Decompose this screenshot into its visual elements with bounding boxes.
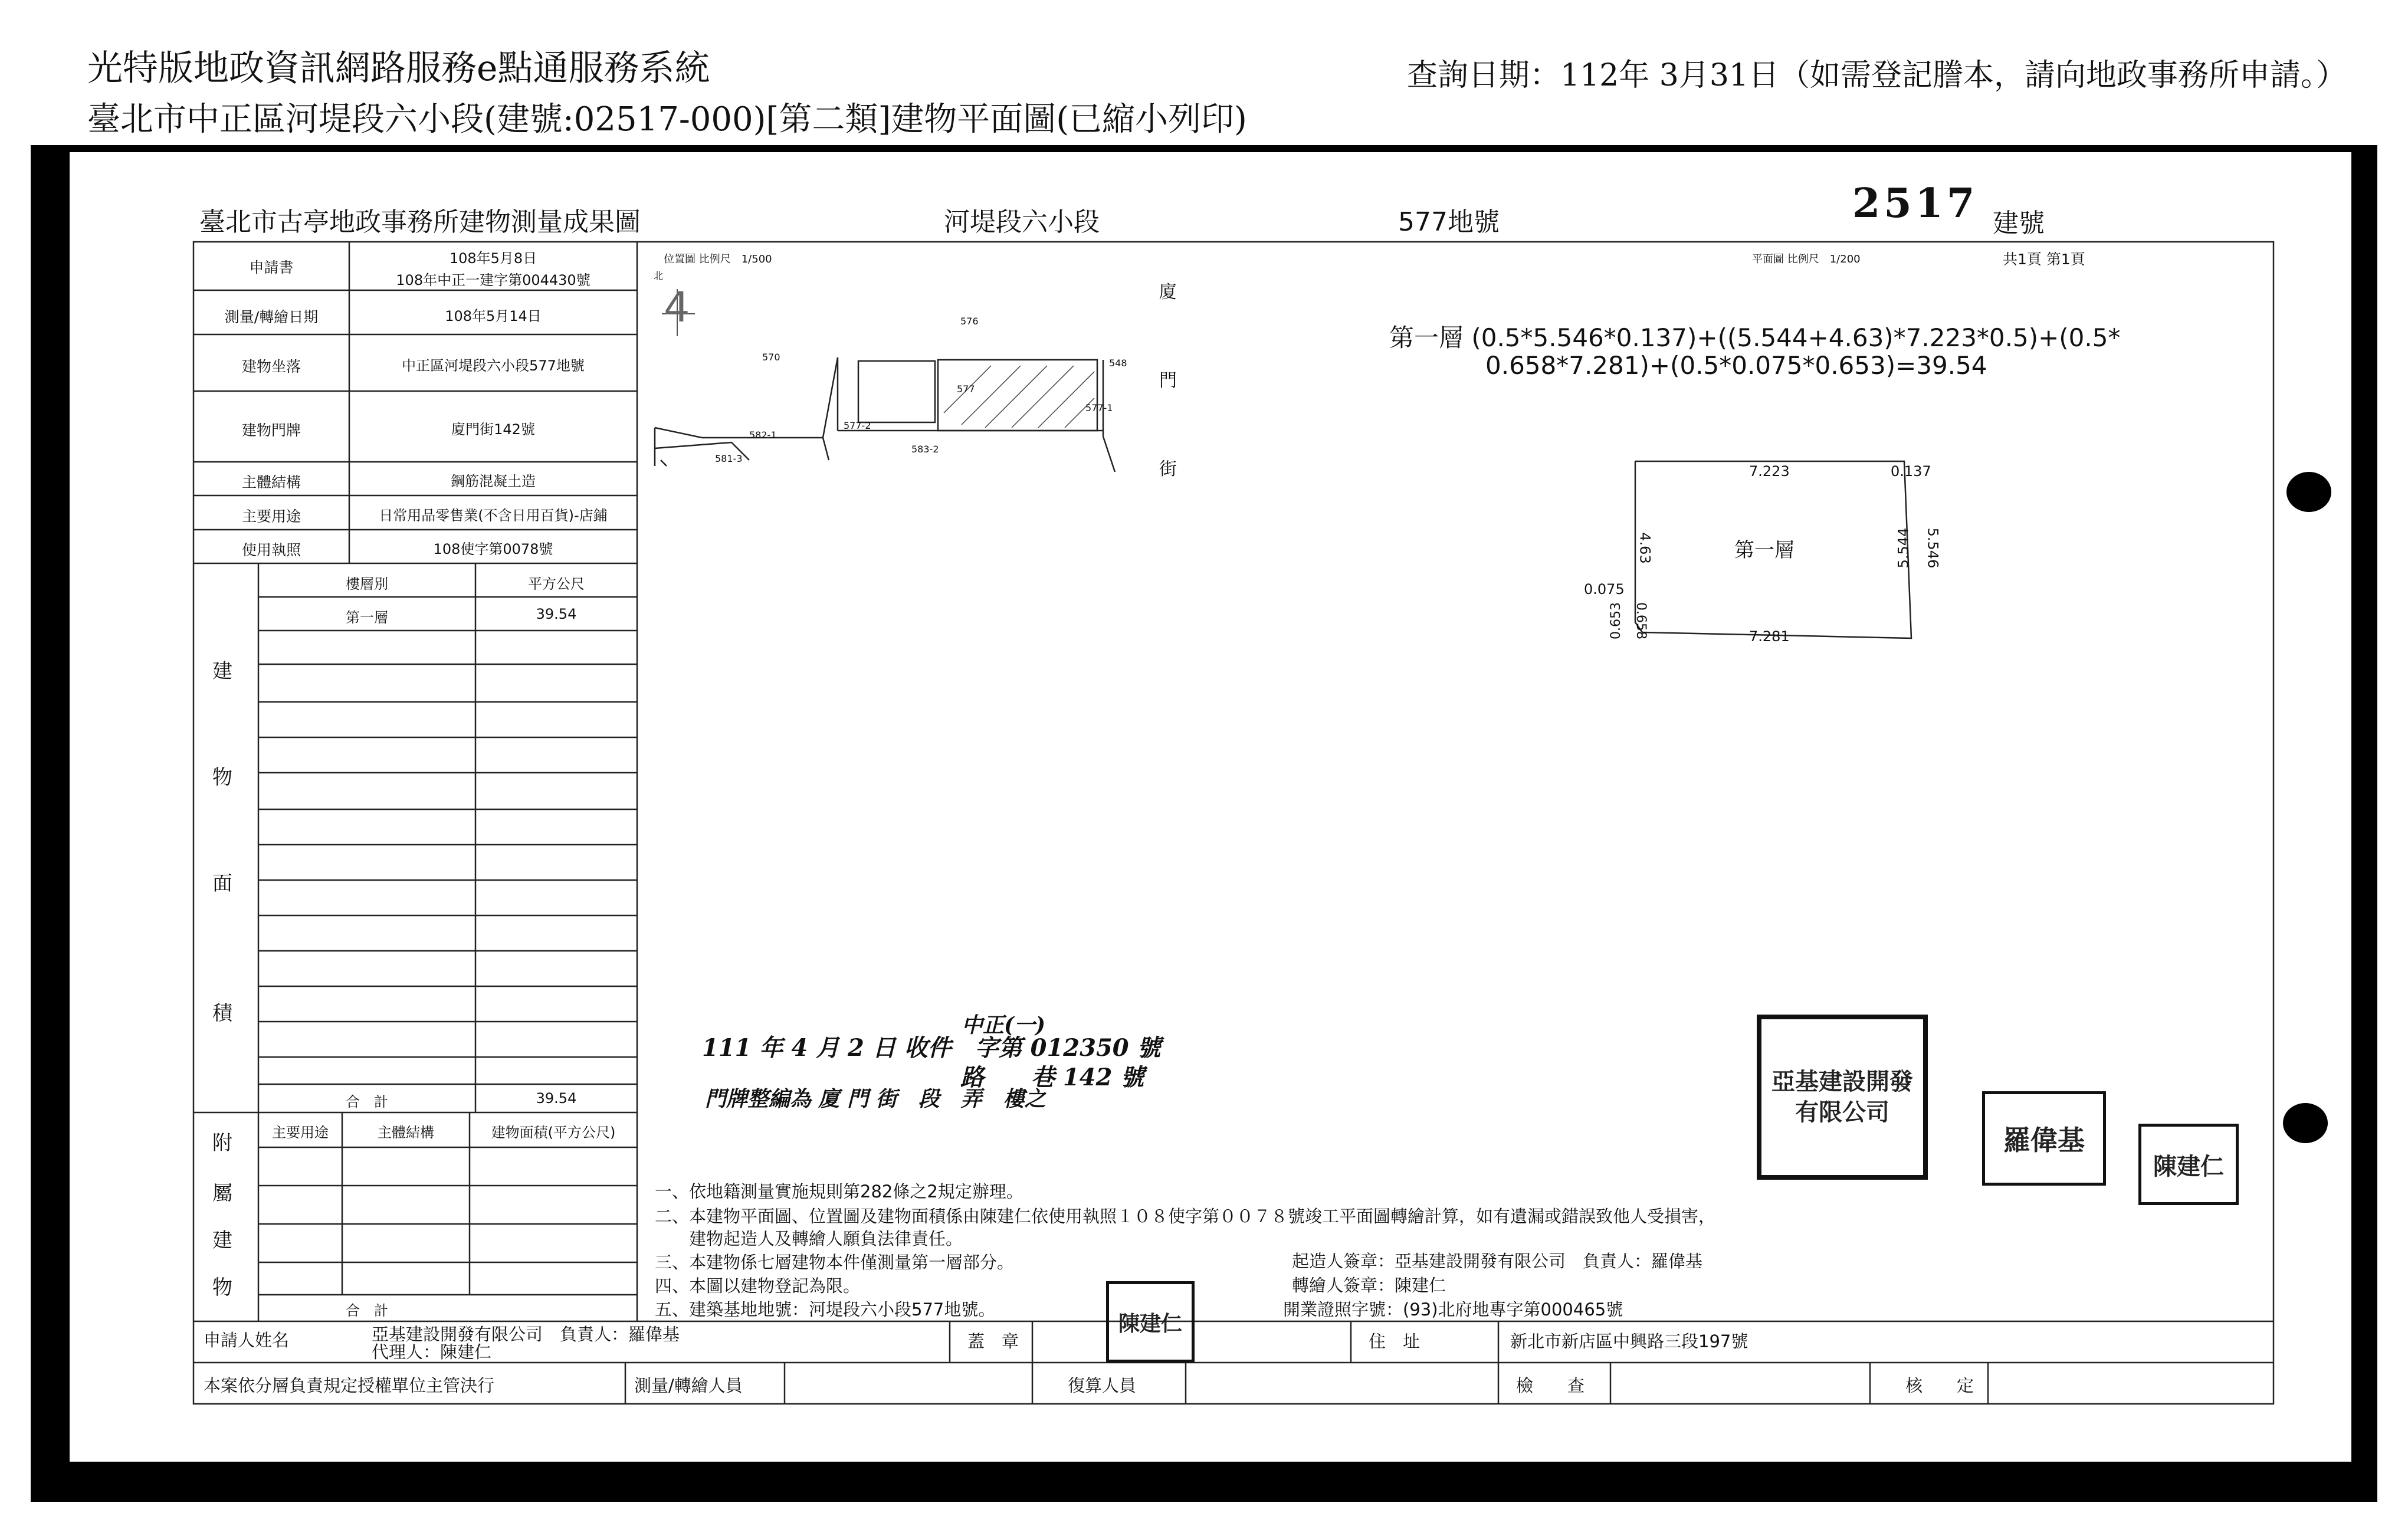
company-seal: 亞基建設開發有限公司 <box>1757 1015 1928 1180</box>
dim-bottom-left-a: 0.075 <box>1584 581 1625 598</box>
signer-drafter: 轉繪人簽章：陳建仁 <box>1292 1275 1446 1295</box>
surveyor-label: 測量/轉繪人員 <box>634 1376 743 1396</box>
row-value-location: 中正區河堤段六小段577地號 <box>402 357 585 374</box>
document-subtitle: 臺北市中正區河堤段六小段(建號:02517-000)[第二類]建物平面圖(已縮小列印) <box>87 100 1247 139</box>
parcel-570: 570 <box>762 352 780 363</box>
area-floor-value: 39.54 <box>536 606 577 622</box>
address-value: 新北市新店區中興路三段197號 <box>1510 1331 1748 1351</box>
parcel-577: 577 <box>957 383 975 395</box>
attached-col-area: 建物面積(平方公尺) <box>491 1124 616 1141</box>
note-2-continued: 建物起造人及轉繪人願負法律責任。 <box>655 1229 963 1249</box>
row-label-structure: 主體結構 <box>241 474 301 491</box>
handwritten-line1: 中正(一) <box>962 1013 1046 1038</box>
building-number-label: 建號 <box>1993 208 2045 238</box>
area-floor-name: 第一層 <box>346 609 388 626</box>
row-value-survey-date: 108年5月14日 <box>445 308 542 324</box>
applicant-value: 亞基建設開發有限公司 負責人：羅偉基 <box>372 1324 680 1344</box>
row-label-use: 主要用途 <box>241 508 301 525</box>
handwritten-line2: 111 年 4 月 2 日 收件 字第 012350 號 <box>702 1034 1161 1062</box>
area-side-char-1: 建 <box>212 659 232 683</box>
street-char-3: 街 <box>1159 459 1177 480</box>
dim-top: 7.223 <box>1749 463 1790 480</box>
page-info: 共1頁 第1頁 <box>2003 251 2085 268</box>
note-2: 二、本建物平面圖、位置圖及建物面積係由陳建仁依使用執照１０８使字第００７８號竣工平面圖轉繪計算，如有遺漏或錯誤致他人受損害， <box>655 1206 1716 1226</box>
attached-col-use: 主要用途 <box>272 1124 329 1141</box>
applicant-label: 申請人姓名 <box>204 1330 290 1350</box>
area-total-label: 合 計 <box>346 1094 388 1110</box>
approve-label: 核 定 <box>1905 1376 1974 1396</box>
parcel-576: 576 <box>960 316 979 327</box>
street-char-1: 廈 <box>1159 282 1177 303</box>
area-total-value: 39.54 <box>536 1090 577 1107</box>
handwritten-line4: 門牌整編為 廈 門 街 段 弄 樓之 <box>705 1087 1046 1111</box>
north-arrow-label: 4 <box>664 283 690 332</box>
lot-number: 577地號 <box>1398 207 1500 237</box>
parcel-577-1: 577-1 <box>1085 402 1113 413</box>
note-4: 四、本圖以建物登記為限。 <box>655 1276 861 1296</box>
row-label-survey-date: 測量/轉繪日期 <box>224 308 319 326</box>
parcel-582-1: 582-1 <box>749 429 777 441</box>
person-seal-chen: 陳建仁 <box>2138 1124 2239 1205</box>
area-side-char-4: 積 <box>212 1002 232 1025</box>
binder-hole-top <box>2286 472 2331 512</box>
agent-value: 代理人：陳建仁 <box>372 1342 492 1362</box>
authority-text: 本案依分層負責規定授權單位主管決行 <box>204 1376 495 1396</box>
location-map-title: 位置圖 比例尺 1/500 <box>664 253 772 265</box>
signer-license: 開業證照字號：(93)北府地專字第000465號 <box>1283 1299 1623 1320</box>
parcel-581-3: 581-3 <box>715 453 743 464</box>
area-formula-line1: 第一層 (0.5*5.546*0.137)+((5.544+4.63)*7.223*0.5)+(0.5* <box>1389 323 2121 352</box>
parcel-583-2: 583-2 <box>911 444 939 455</box>
note-5: 五、建築基地地號：河堤段六小段577地號。 <box>655 1299 996 1320</box>
parcel-548: 548 <box>1109 357 1127 369</box>
system-title: 光特版地政資訊網路服務e點通服務系統 <box>87 48 710 89</box>
floor-plan-label: 第一層 <box>1734 539 1794 562</box>
dim-bottom-left-c: 0.658 <box>1633 602 1648 639</box>
dim-left: 4.63 <box>1636 532 1654 564</box>
north-small: 北 <box>654 270 664 281</box>
floor-plan-title: 平面圖 比例尺 1/200 <box>1752 253 1861 265</box>
attached-side-char-1: 附 <box>212 1131 232 1155</box>
check-label: 檢 查 <box>1516 1376 1585 1396</box>
address-label: 住 址 <box>1369 1331 1420 1351</box>
attached-side-char-2: 屬 <box>212 1181 232 1205</box>
office-title: 臺北市古亭地政事務所建物測量成果圖 <box>199 207 641 237</box>
area-side-char-3: 面 <box>212 872 232 895</box>
area-col-floor: 樓層別 <box>346 576 388 592</box>
signer-builder: 起造人簽章：亞基建設開發有限公司 負責人：羅偉基 <box>1292 1251 1703 1271</box>
binder-hole-bottom <box>2283 1103 2328 1143</box>
dim-right-a: 5.544 <box>1895 527 1912 569</box>
dim-top-right: 0.137 <box>1891 463 1931 480</box>
row-label-application: 申請書 <box>249 259 294 276</box>
parcel-577-2: 577-2 <box>844 420 871 431</box>
row-label-license: 使用執照 <box>241 541 301 559</box>
row-value-application-date: 108年5月8日 <box>449 250 537 267</box>
stamp-label: 蓋 章 <box>967 1331 1019 1351</box>
reviewer-label: 復算人員 <box>1068 1376 1137 1396</box>
person-seal-luo: 羅偉基 <box>1982 1091 2106 1186</box>
row-label-address: 建物門牌 <box>241 422 301 439</box>
area-col-sqm: 平方公尺 <box>528 576 585 592</box>
area-formula-line2: 0.658*7.281)+(0.5*0.075*0.653)=39.54 <box>1485 351 1987 380</box>
area-side-char-2: 物 <box>212 766 232 789</box>
row-value-structure: 鋼筋混凝土造 <box>451 473 536 490</box>
note-1: 一、依地籍測量實施規則第282條之2規定辦理。 <box>655 1181 1023 1202</box>
building-number: 2517 <box>1852 180 1979 227</box>
row-value-address: 廈門街142號 <box>451 421 535 438</box>
dim-bottom: 7.281 <box>1749 628 1790 645</box>
handwritten-line3: 路 巷 142 號 <box>960 1064 1144 1091</box>
person-seal-chen-small: 陳建仁 <box>1106 1281 1195 1363</box>
query-date: 查詢日期：112年 3月31日（如需登記謄本，請向地政事務所申請。） <box>1407 58 2347 93</box>
dim-right-b: 5.546 <box>1924 527 1941 569</box>
attached-side-char-4: 物 <box>212 1276 232 1299</box>
row-label-location: 建物坐落 <box>241 358 301 375</box>
row-value-use: 日常用品零售業(不含日用百貨)-店鋪 <box>379 507 608 524</box>
row-value-application-no: 108年中正一建字第004430號 <box>396 272 590 288</box>
attached-side-char-3: 建 <box>212 1229 232 1252</box>
dim-bottom-left-b: 0.653 <box>1608 602 1623 639</box>
attached-col-structure: 主體結構 <box>378 1124 434 1141</box>
street-char-2: 門 <box>1159 370 1177 391</box>
section-name: 河堤段六小段 <box>944 207 1100 237</box>
note-3: 三、本建物係七層建物本件僅測量第一層部分。 <box>655 1252 1015 1272</box>
attached-total-label: 合 計 <box>346 1302 388 1319</box>
row-value-license: 108使字第0078號 <box>433 541 553 557</box>
